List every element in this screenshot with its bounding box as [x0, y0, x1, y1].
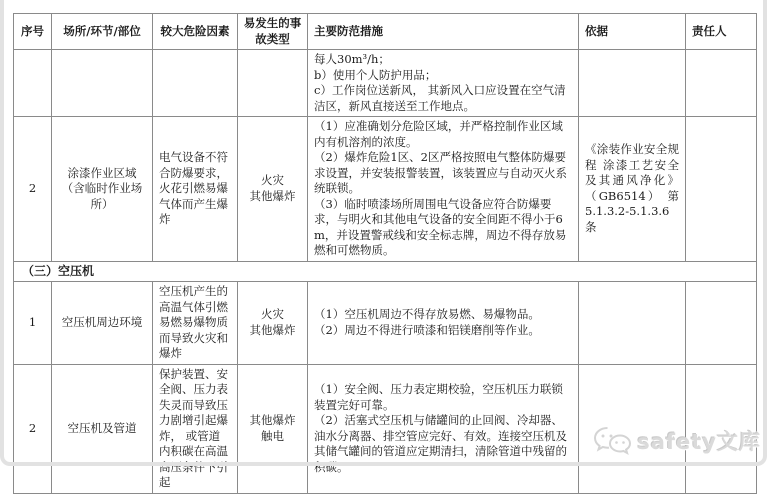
cell-accident	[238, 364, 308, 493]
cell-owner	[686, 364, 757, 493]
table-header-row	[14, 14, 757, 50]
measure-line: c）工作岗位送新风， 其新风入口应设置在空气清洁区，新风直接送至工作地点。	[314, 83, 566, 113]
table-row-compressor-pipe	[14, 364, 757, 493]
cell-seq	[14, 50, 52, 117]
table-row-compressor-env	[14, 282, 757, 365]
cell-measures	[308, 364, 579, 493]
col-header-seq: 序号	[14, 14, 52, 50]
cell-measures	[308, 117, 579, 262]
measure-line: （1）空压机周边不得存放易燃、易爆物品。	[314, 307, 540, 322]
measure-line: （2）周边不得进行喷漆和铝镁磨削等作业。	[314, 322, 540, 337]
cell-accident	[238, 117, 308, 262]
accident-type: 触电	[261, 428, 284, 443]
cell-measures	[308, 282, 579, 365]
measure-line: （2）爆炸危险1区、2区严格按照电气整体防爆要求设置，并安装报警装置，该装置应与自动灭火系统联锁。	[314, 150, 567, 195]
cell-seq: 1	[14, 282, 52, 365]
col-header-owner: 责任人	[686, 14, 757, 50]
cell-place: 涂漆作业区域（含临时作业场所）	[52, 117, 153, 262]
cell-accident	[238, 50, 308, 117]
cell-basis: 《涂装作业安全规程 涂漆工艺安全及其通风净化》（GB6514） 第5.1.3.2-5.1.3.6条	[579, 117, 686, 262]
table-row-continuation	[14, 50, 757, 117]
cell-factor: 电气设备不符合防爆要求，火花引燃易爆气体而产生爆炸	[153, 117, 238, 262]
accident-type: 火灾	[261, 307, 284, 322]
table-section-row	[14, 261, 757, 282]
col-header-accident: 易发生的事故类型	[238, 14, 308, 50]
measure-line: （2）活塞式空压机与储罐间的止回阀、冷却器、油水分离器、排空管应完好、有效。连接空压机及其储气罐间的管道应定期清扫，清除管道中残留的积碳。	[314, 413, 567, 474]
measure-line: b）使用个人防护用品；	[314, 67, 437, 82]
cell-place: 空压机周边环境	[52, 282, 153, 365]
measure-line: （1）应准确划分危险区域，并严格控制作业区域内有机溶剂的浓度。	[314, 119, 563, 149]
accident-type: 其他爆炸	[249, 188, 296, 203]
measure-line: 每人30m³/h；	[314, 52, 390, 66]
col-header-place: 场所/环节/部位	[52, 14, 153, 50]
cell-basis	[579, 50, 686, 117]
section-title: （三）空压机	[14, 261, 757, 282]
col-header-basis: 依据	[579, 14, 686, 50]
cell-basis	[579, 282, 686, 365]
accident-type: 其他爆炸	[249, 413, 296, 427]
cell-seq: 2	[14, 117, 52, 262]
risk-table	[13, 13, 757, 494]
cell-owner	[686, 117, 757, 262]
col-header-factor: 较大危险因素	[153, 14, 238, 50]
cell-accident	[238, 282, 308, 365]
table-row-paint-area	[14, 117, 757, 262]
cell-owner	[686, 282, 757, 365]
cell-measures	[308, 50, 579, 117]
measure-line: （3）临时喷漆场所周围电气设备应符合防爆要求，与明火和其他电气设备的安全间距不得小于6m，并设置警戒线和安全标志牌，周边不得存放易燃和可燃物质。	[314, 196, 567, 257]
accident-type: 其他爆炸	[249, 322, 296, 337]
cell-place	[52, 50, 153, 117]
cell-basis	[579, 364, 686, 493]
cell-place: 空压机及管道	[52, 364, 153, 493]
watermark-text: safety文库	[637, 430, 761, 454]
cell-factor: 空压机产生的高温气体引燃易燃易爆物质而导致火灾和爆炸	[153, 282, 238, 365]
cell-factor: 保护装置、安全阀、压力表失灵而导致压力剧增引起爆炸， 或管道内积碳在高温高压条件下引起	[153, 364, 238, 493]
cell-factor	[153, 50, 238, 117]
accident-type: 火灾	[261, 173, 284, 188]
cell-owner	[686, 50, 757, 117]
col-header-measures: 主要防范措施	[308, 14, 579, 50]
measure-line: （1）安全阀、压力表定期校验，空压机压力联锁装置完好可靠。	[314, 382, 563, 412]
cell-seq: 2	[14, 364, 52, 493]
